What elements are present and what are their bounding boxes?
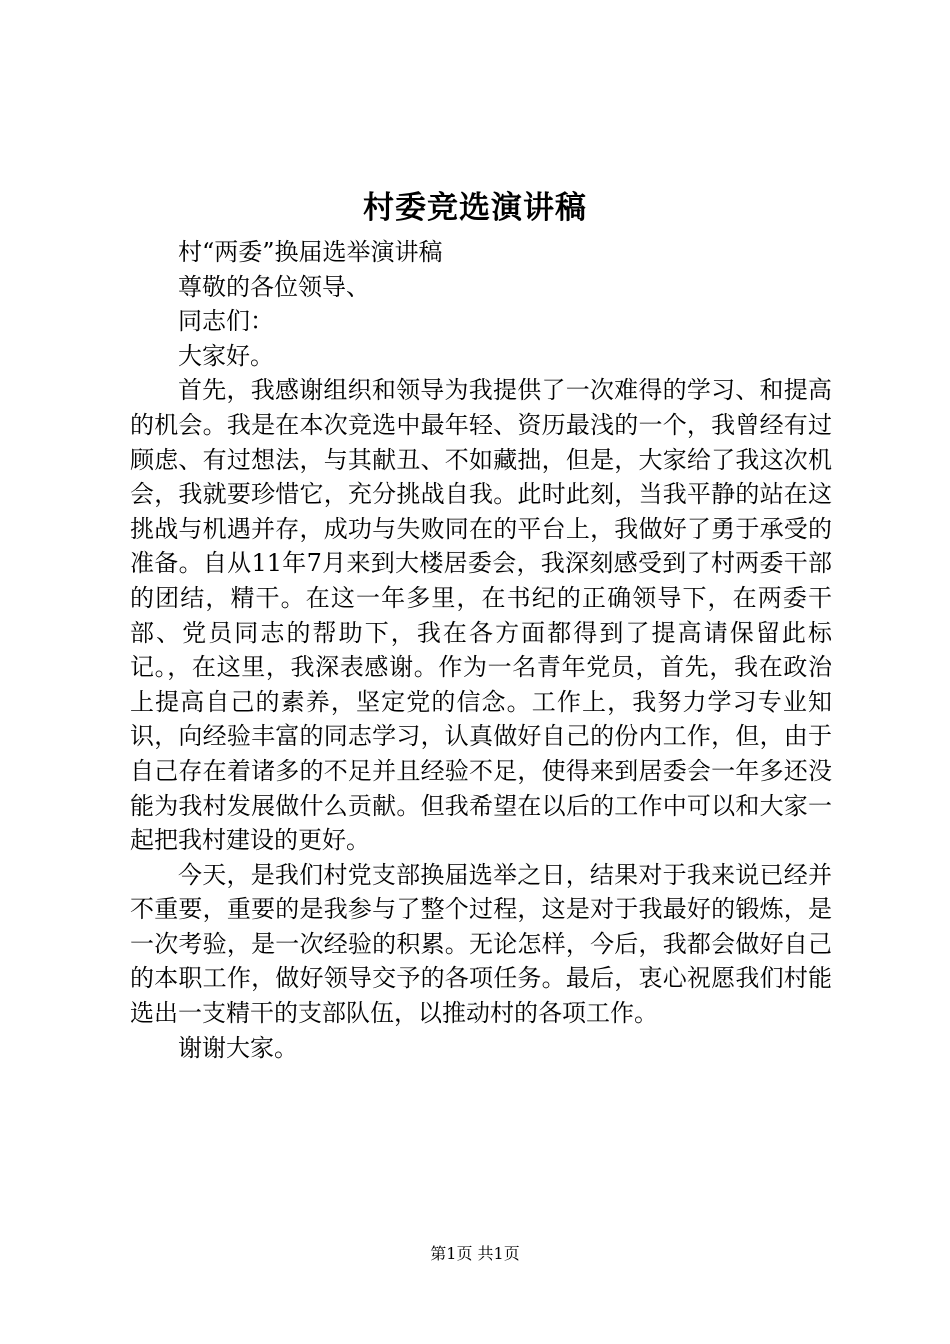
salutation-paragraph: 尊敬的各位领导、 <box>178 272 370 301</box>
salutation-paragraph: 同志们： <box>178 307 274 336</box>
greeting-paragraph: 大家好。 <box>178 341 274 370</box>
body-paragraph: 首先，我感谢组织和领导为我提供了一次难得的学习、和提高的机会。我是在本次竞选中最年轻、资历最浅的一个，我曾经有过顾虑、有过想法，与其献丑、不如藏拙，但是，大家给了我这次机会，我就要珍惜它，充分挑战自我。此时此刻，当我平静的站在这挑战与机遇并存，成功与失败同在的平台上，我做好了勇于承受的准备。自从11年7月来到大楼居委会，我深刻感受到了村两委干部的团结，精干。在这一年多里，在书纪的正确领导下，在两委干部、党员同志的帮助下，我在各方面都得到了提高请保留此标记。，在这里，我深表感谢。作为一名青年党员，首先，我在政治上提高自己的素养，坚定党的信念。工作上，我努力学习专业知识，向经验丰富的同志学习，认真做好自己的份内工作，但，由于自己存在着诸多的不足并且经验不足，使得来到居委会一年多还没能为我村发展做什么贡献。但我希望在以后的工作中可以和大家一起把我村建设的更好。 <box>130 376 832 855</box>
closing-paragraph: 谢谢大家。 <box>178 1033 298 1062</box>
body-paragraph: 今天，是我们村党支部换届选举之日，结果对于我来说已经并不重要，重要的是我参与了整个过程，这是对于我最好的锻炼，是一次考验，是一次经验的积累。无论怎样，今后，我都会做好自己的本职工作，做好领导交予的各项任务。最后，衷心祝愿我们村能选出一支精干的支部队伍，以推动村的各项工作。 <box>130 860 832 1028</box>
subtitle-paragraph: 村“两委”换届选举演讲稿 <box>178 238 443 266</box>
document-title: 村委竞选演讲稿 <box>363 190 587 226</box>
page-footer: 第1页 共1页 <box>430 1244 520 1263</box>
document-body <box>130 235 832 1065</box>
